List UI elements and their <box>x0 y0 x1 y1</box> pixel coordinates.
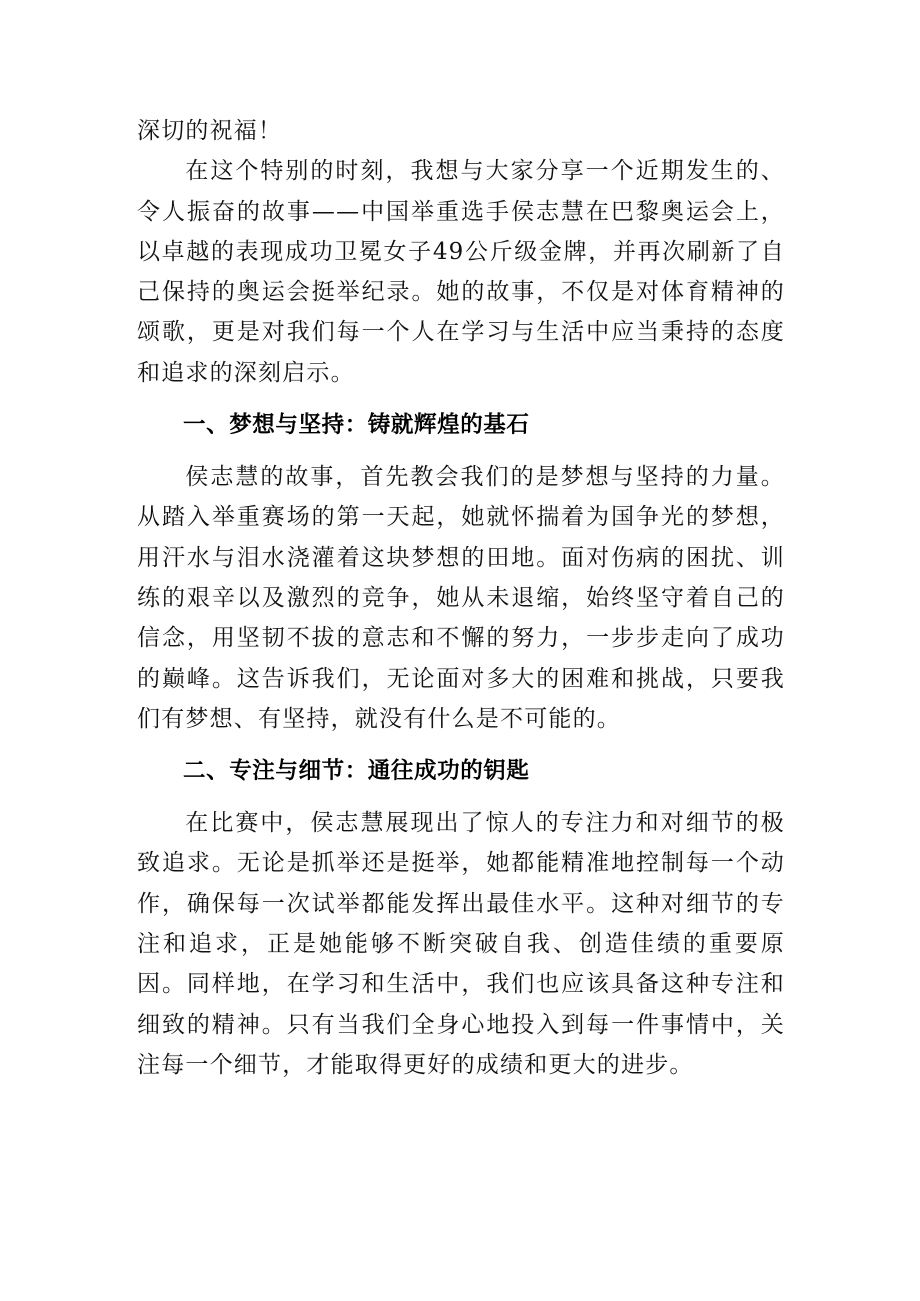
paragraph-section-2: 在比赛中，侯志慧展现出了惊人的专注力和对细节的极致追求。无论是抓举还是挺举，她都能精准地控制每一个动作，确保每一次试举都能发挥出最佳水平。这种对细节的专注和追求，正是她能够不断突破自我、创造佳绩的重要原因。同样地，在学习和生活中，我们也应该具备这种专注和细致的精神。只有当我们全身心地投入到每一件事情中，关注每一个细节，才能取得更好的成绩和更大的进步。 <box>137 810 785 1078</box>
section-heading-1: 一、梦想与坚持：铸就辉煌的基石 <box>183 412 530 439</box>
section-heading-2: 二、专注与细节：通往成功的钥匙 <box>183 758 530 785</box>
document-body <box>137 111 785 1085</box>
paragraph-section-1: 侯志慧的故事，首先教会我们的是梦想与坚持的力量。从踏入举重赛场的第一天起，她就怀揣着为国争光的梦想，用汗水与泪水浇灌着这块梦想的田地。面对伤病的困扰、训练的艰辛以及激烈的竞争，她从未退缩，始终坚守着自己的信念，用坚韧不拔的意志和不懈的努力，一步步走向了成功的巅峰。这告诉我们，无论面对多大的困难和挑战，只要我们有梦想、有坚持，就没有什么是不可能的。 <box>137 464 785 732</box>
paragraph-intro: 在这个特别的时刻，我想与大家分享一个近期发生的、令人振奋的故事——中国举重选手侯志慧在巴黎奥运会上，以卓越的表现成功卫冕女子49公斤级金牌，并再次刷新了自己保持的奥运会挺举纪录。她的故事，不仅是对体育精神的颂歌，更是对我们每一个人在学习与生活中应当秉持的态度和追求的深刻启示。 <box>137 158 785 386</box>
paragraph-greeting-end: 深切的祝福！ <box>137 118 283 144</box>
